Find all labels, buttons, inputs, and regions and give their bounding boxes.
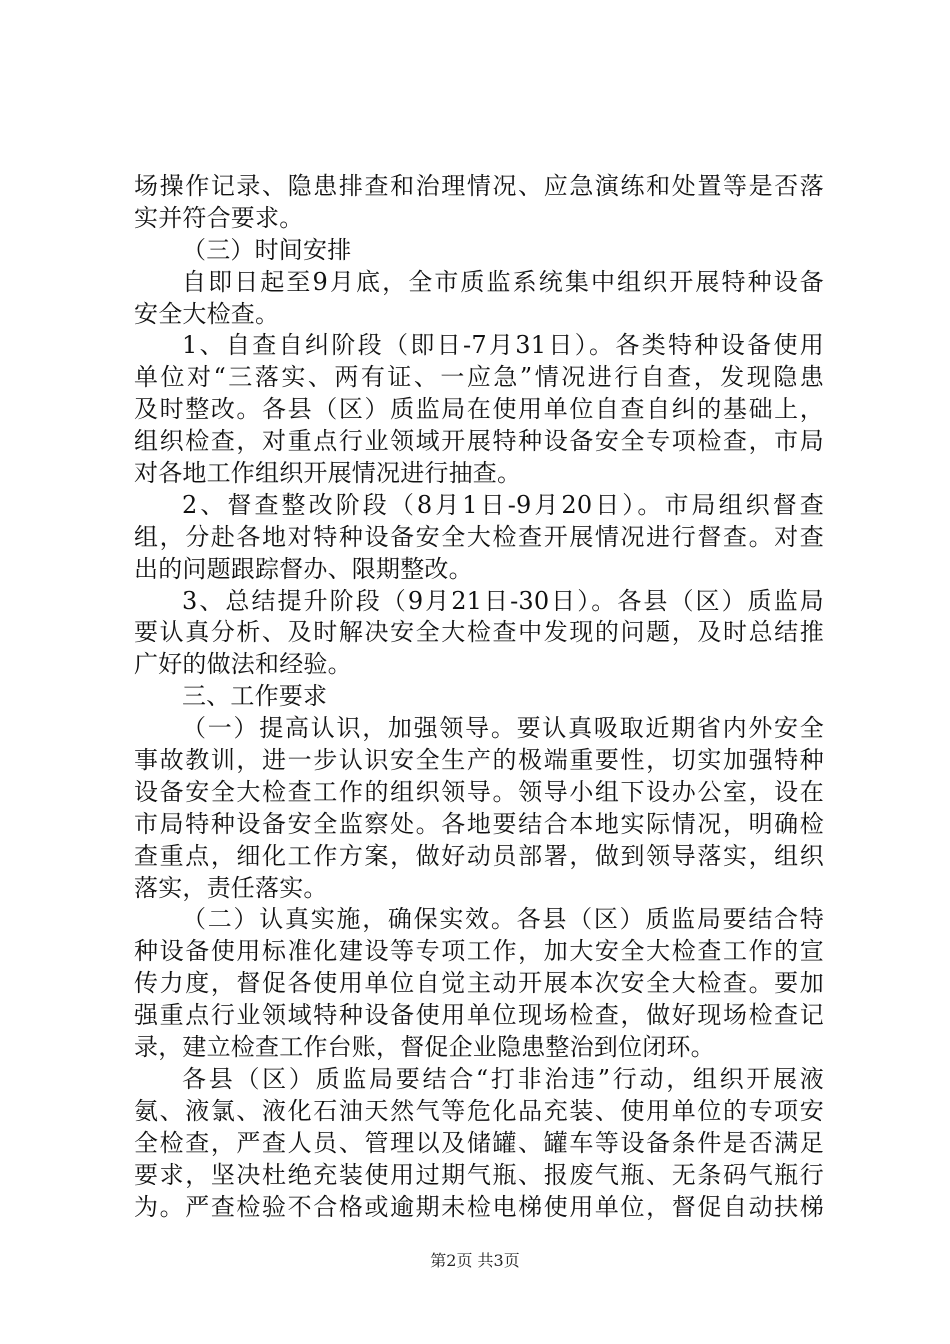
- text-line: 录，建立检查工作台账，督促企业隐患整治到位闭环。: [134, 1033, 715, 1062]
- text-line: 组织检查，对重点行业领域开展特种设备安全专项检查，市局: [134, 427, 824, 456]
- text-line: 各县（区）质监局要结合“打非治违”行动，组织开展液: [182, 1064, 824, 1093]
- text-line: （三）时间安排: [182, 235, 352, 264]
- text-line: 设备安全大检查工作的组织领导。领导小组下设办公室，设在: [134, 777, 824, 806]
- text-line: 出的问题跟踪督办、限期整改。: [134, 554, 473, 583]
- text-line: 全检查，严查人员、管理以及储罐、罐车等设备条件是否满足: [134, 1128, 824, 1157]
- text-line: 为。严查检验不合格或逾期未检电梯使用单位，督促自动扶梯: [134, 1192, 824, 1221]
- text-line: （一）提高认识，加强领导。要认真吸取近期省内外安全: [182, 714, 824, 743]
- document-body: [134, 171, 824, 1223]
- text-line: 强重点行业领域特种设备使用单位现场检查，做好现场检查记: [134, 1001, 824, 1030]
- page-footer: 第2页 共3页: [430, 1251, 520, 1270]
- text-line: 三、工作要求: [182, 682, 328, 711]
- text-line: 1、自查自纠阶段（即日-7月31日）。各类特种设备使用: [182, 331, 824, 360]
- text-line: 要认真分析、及时解决安全大检查中发现的问题，及时总结推: [134, 618, 824, 647]
- text-line: 落实，责任落实。: [134, 873, 328, 902]
- text-line: 要求，坚决杜绝充装使用过期气瓶、报废气瓶、无条码气瓶行: [134, 1160, 824, 1189]
- text-line: 组，分赴各地对特种设备安全大检查开展情况进行督查。对查: [134, 522, 824, 551]
- text-line: 及时整改。各县（区）质监局在使用单位自查自纠的基础上，: [134, 395, 824, 424]
- text-line: 场操作记录、隐患排查和治理情况、应急演练和处置等是否落: [134, 172, 824, 200]
- text-line: 市局特种设备安全监察处。各地要结合本地实际情况，明确检: [134, 809, 824, 838]
- text-line: 传力度，督促各使用单位自觉主动开展本次安全大检查。要加: [134, 969, 824, 998]
- text-line: 实并符合要求。: [134, 203, 304, 232]
- text-line: 2、督查整改阶段（8月1日-9月20日）。市局组织督查: [182, 490, 824, 519]
- text-line: 3、总结提升阶段（9月21日-30日）。各县（区）质监局: [182, 586, 824, 615]
- text-line: 安全大检查。: [134, 299, 280, 328]
- text-line: 事故教训，进一步认识安全生产的极端重要性，切实加强特种: [134, 746, 824, 775]
- text-line: 广好的做法和经验。: [134, 650, 352, 679]
- text-line: 查重点，细化工作方案，做好动员部署，做到领导落实，组织: [134, 841, 824, 870]
- text-line: 氨、液氯、液化石油天然气等危化品充装、使用单位的专项安: [134, 1096, 824, 1125]
- text-line: （二）认真实施，确保实效。各县（区）质监局要结合特: [182, 905, 824, 934]
- text-line: 种设备使用标准化建设等专项工作，加大安全大检查工作的宣: [134, 937, 824, 966]
- text-line: 对各地工作组织开展情况进行抽查。: [134, 459, 522, 488]
- text-line: 自即日起至9月底，全市质监系统集中组织开展特种设备: [182, 267, 824, 296]
- text-line: 单位对“三落实、两有证、一应急”情况进行自查，发现隐患: [134, 363, 824, 392]
